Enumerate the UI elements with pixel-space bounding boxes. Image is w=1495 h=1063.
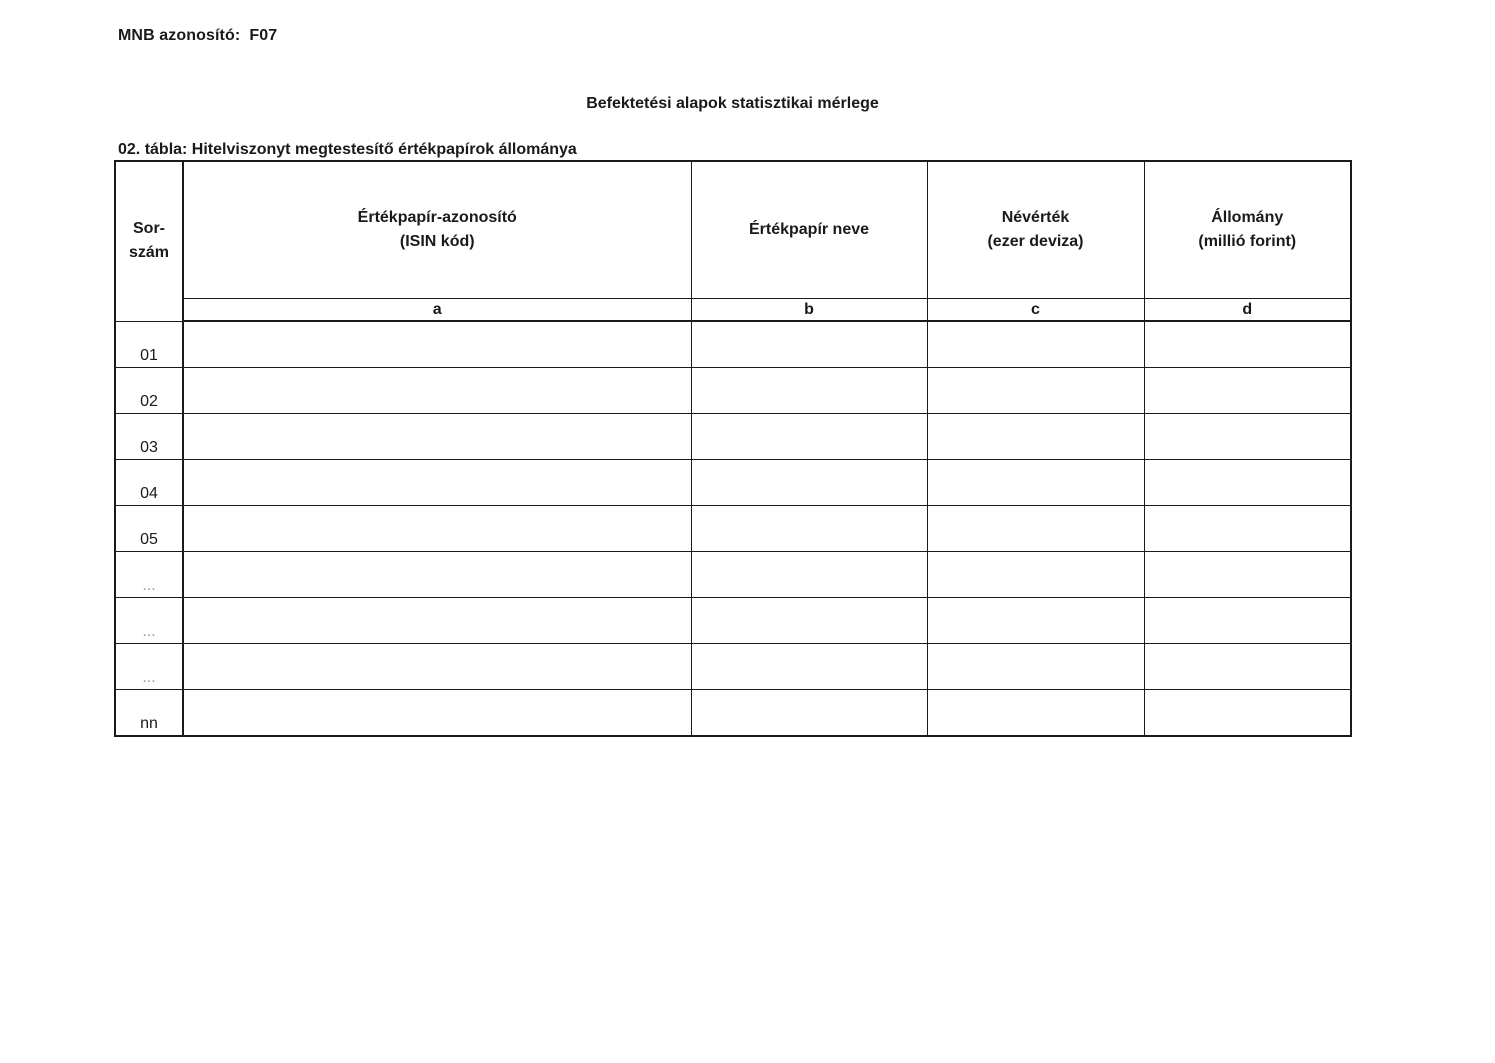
cell-nominal[interactable]: [927, 551, 1144, 597]
cell-isin[interactable]: [183, 643, 691, 689]
cell-isin[interactable]: [183, 367, 691, 413]
table-title: 02. tábla: Hitelviszonyt megtestesítő értékpapírok állománya: [118, 141, 577, 158]
column-letter-b: b: [691, 299, 927, 322]
cell-stock[interactable]: [1144, 413, 1351, 459]
table-row: [115, 597, 1351, 643]
row-number: 03: [115, 413, 183, 459]
securities-table: [114, 160, 1352, 737]
column-header-isin: [183, 161, 691, 299]
cell-nominal[interactable]: [927, 505, 1144, 551]
cell-stock[interactable]: [1144, 597, 1351, 643]
sorszam-label-line1: Sor-: [133, 220, 165, 238]
cell-nominal[interactable]: [927, 321, 1144, 367]
cell-isin[interactable]: [183, 459, 691, 505]
name-label: Értékpapír neve: [748, 221, 870, 238]
table-row: [115, 689, 1351, 736]
isin-label-line1: Értékpapír-azonosító: [357, 209, 517, 226]
row-number: 02: [115, 367, 183, 413]
stock-label-line2: (millió forint): [1198, 233, 1297, 250]
table-row: [115, 643, 1351, 689]
cell-name[interactable]: [691, 643, 927, 689]
isin-label-line2: (ISIN kód): [399, 233, 475, 250]
column-header-name: [691, 161, 927, 299]
table-row: [115, 505, 1351, 551]
sorszam-label-line2: szám: [128, 244, 170, 262]
cell-stock[interactable]: [1144, 643, 1351, 689]
cell-isin[interactable]: [183, 413, 691, 459]
column-header-nominal: [927, 161, 1144, 299]
stock-label-line1: Állomány: [1211, 209, 1284, 226]
row-number: 01: [115, 321, 183, 367]
cell-nominal[interactable]: [927, 413, 1144, 459]
mnb-identifier: MNB azonosító: F07: [118, 27, 278, 44]
cell-stock[interactable]: [1144, 505, 1351, 551]
row-number: ...: [115, 597, 183, 643]
cell-nominal[interactable]: [927, 597, 1144, 643]
row-number: 05: [115, 505, 183, 551]
cell-nominal[interactable]: [927, 643, 1144, 689]
cell-stock[interactable]: [1144, 459, 1351, 505]
cell-stock[interactable]: [1144, 367, 1351, 413]
cell-nominal[interactable]: [927, 367, 1144, 413]
nominal-label-line2: (ezer deviza): [987, 233, 1084, 250]
column-letter-c: c: [927, 299, 1144, 322]
nominal-label-line1: Névérték: [1001, 209, 1070, 226]
column-header-sorszam: [115, 161, 183, 321]
table-row: [115, 367, 1351, 413]
cell-name[interactable]: [691, 413, 927, 459]
header-letter-row: [115, 299, 1351, 322]
column-letter-d: d: [1144, 299, 1351, 322]
cell-name[interactable]: [691, 551, 927, 597]
cell-name[interactable]: [691, 321, 927, 367]
column-letter-a: a: [183, 299, 691, 322]
cell-name[interactable]: [691, 505, 927, 551]
cell-isin[interactable]: [183, 597, 691, 643]
cell-nominal[interactable]: [927, 689, 1144, 736]
document-title: Befektetési alapok statisztikai mérlege: [586, 95, 879, 112]
table-row: [115, 551, 1351, 597]
cell-stock[interactable]: [1144, 689, 1351, 736]
cell-stock[interactable]: [1144, 321, 1351, 367]
column-header-stock: [1144, 161, 1351, 299]
cell-name[interactable]: [691, 689, 927, 736]
row-number: nn: [115, 689, 183, 736]
cell-isin[interactable]: [183, 505, 691, 551]
cell-name[interactable]: [691, 597, 927, 643]
cell-name[interactable]: [691, 459, 927, 505]
cell-isin[interactable]: [183, 321, 691, 367]
table-row: [115, 413, 1351, 459]
table-row: [115, 321, 1351, 367]
header-row: [115, 161, 1351, 299]
cell-stock[interactable]: [1144, 551, 1351, 597]
row-number: ...: [115, 551, 183, 597]
row-number: ...: [115, 643, 183, 689]
cell-isin[interactable]: [183, 689, 691, 736]
table-row: [115, 459, 1351, 505]
cell-name[interactable]: [691, 367, 927, 413]
cell-nominal[interactable]: [927, 459, 1144, 505]
row-number: 04: [115, 459, 183, 505]
cell-isin[interactable]: [183, 551, 691, 597]
